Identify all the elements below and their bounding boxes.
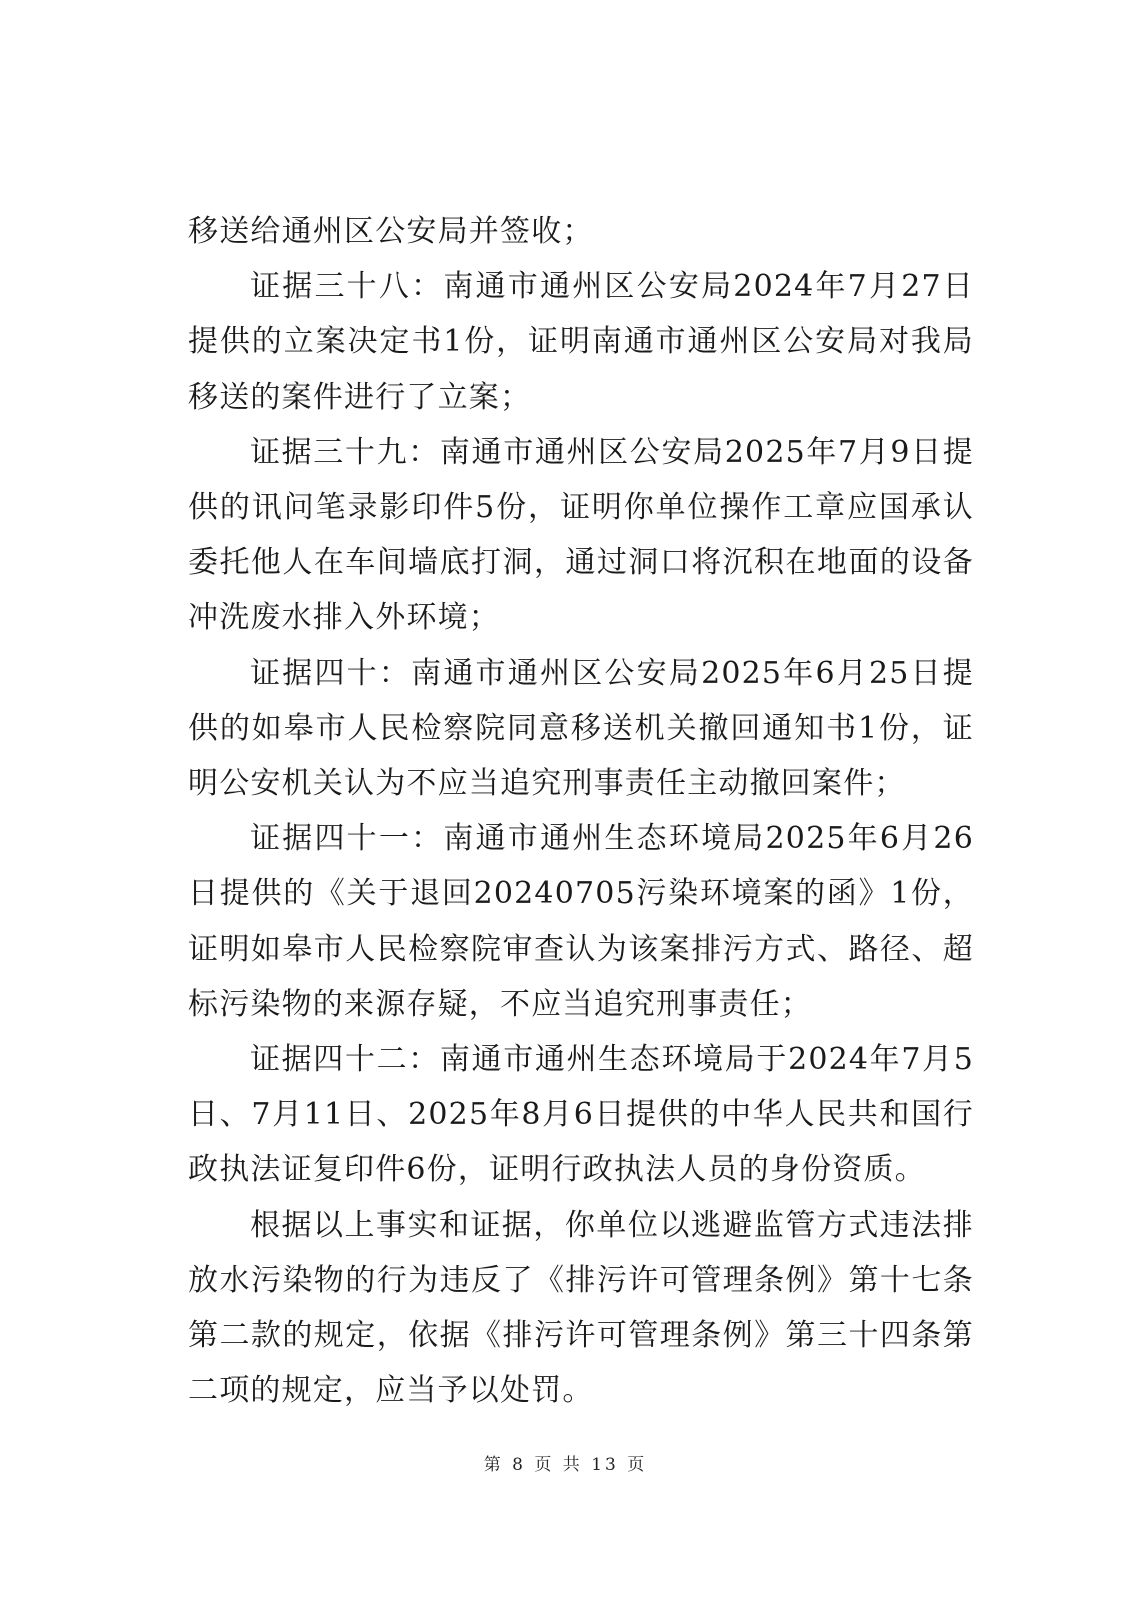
document-body [188, 204, 974, 1418]
paragraph-conclusion: 根据以上事实和证据，你单位以逃避监管方式违法排放水污染物的行为违反了《排污许可管理条例》第十七条第二款的规定，依据《排污许可管理条例》第三十四条第二项的规定，应当予以处罚。 [188, 1207, 974, 1409]
paragraph-evidence-42: 证据四十二：南通市通州生态环境局于2024年7月5日、7月11日、2025年8月6日提供的中华人民共和国行政执法证复印件6份，证明行政执法人员的身份资质。 [188, 1042, 974, 1188]
paragraph-evidence-41: 证据四十一：南通市通州生态环境局2025年6月26日提供的《关于退回20240705污染环境案的函》1份，证明如皋市人民检察院审查认为该案排污方式、路径、超标污染物的来源存疑，不应当追究刑事责任； [188, 821, 974, 1022]
paragraph-evidence-40: 证据四十：南通市通州区公安局2025年6月25日提供的如皋市人民检察院同意移送机关撤回通知书1份，证明公安机关认为不应当追究刑事责任主动撤回案件； [188, 655, 974, 802]
paragraph-evidence-39: 证据三十九：南通市通州区公安局2025年7月9日提供的讯问笔录影印件5份，证明你单位操作工章应国承认委托他人在车间墙底打洞，通过洞口将沉积在地面的设备冲洗废水排入外环境； [188, 434, 974, 636]
paragraph-continuation: 移送给通州区公安局并签收； [188, 214, 594, 249]
paragraph-evidence-38: 证据三十八：南通市通州区公安局2024年7月27日提供的立案决定书1份，证明南通市通州区公安局对我局移送的案件进行了立案； [188, 269, 974, 415]
page-number-footer: 第 8 页 共 13 页 [483, 1455, 648, 1475]
